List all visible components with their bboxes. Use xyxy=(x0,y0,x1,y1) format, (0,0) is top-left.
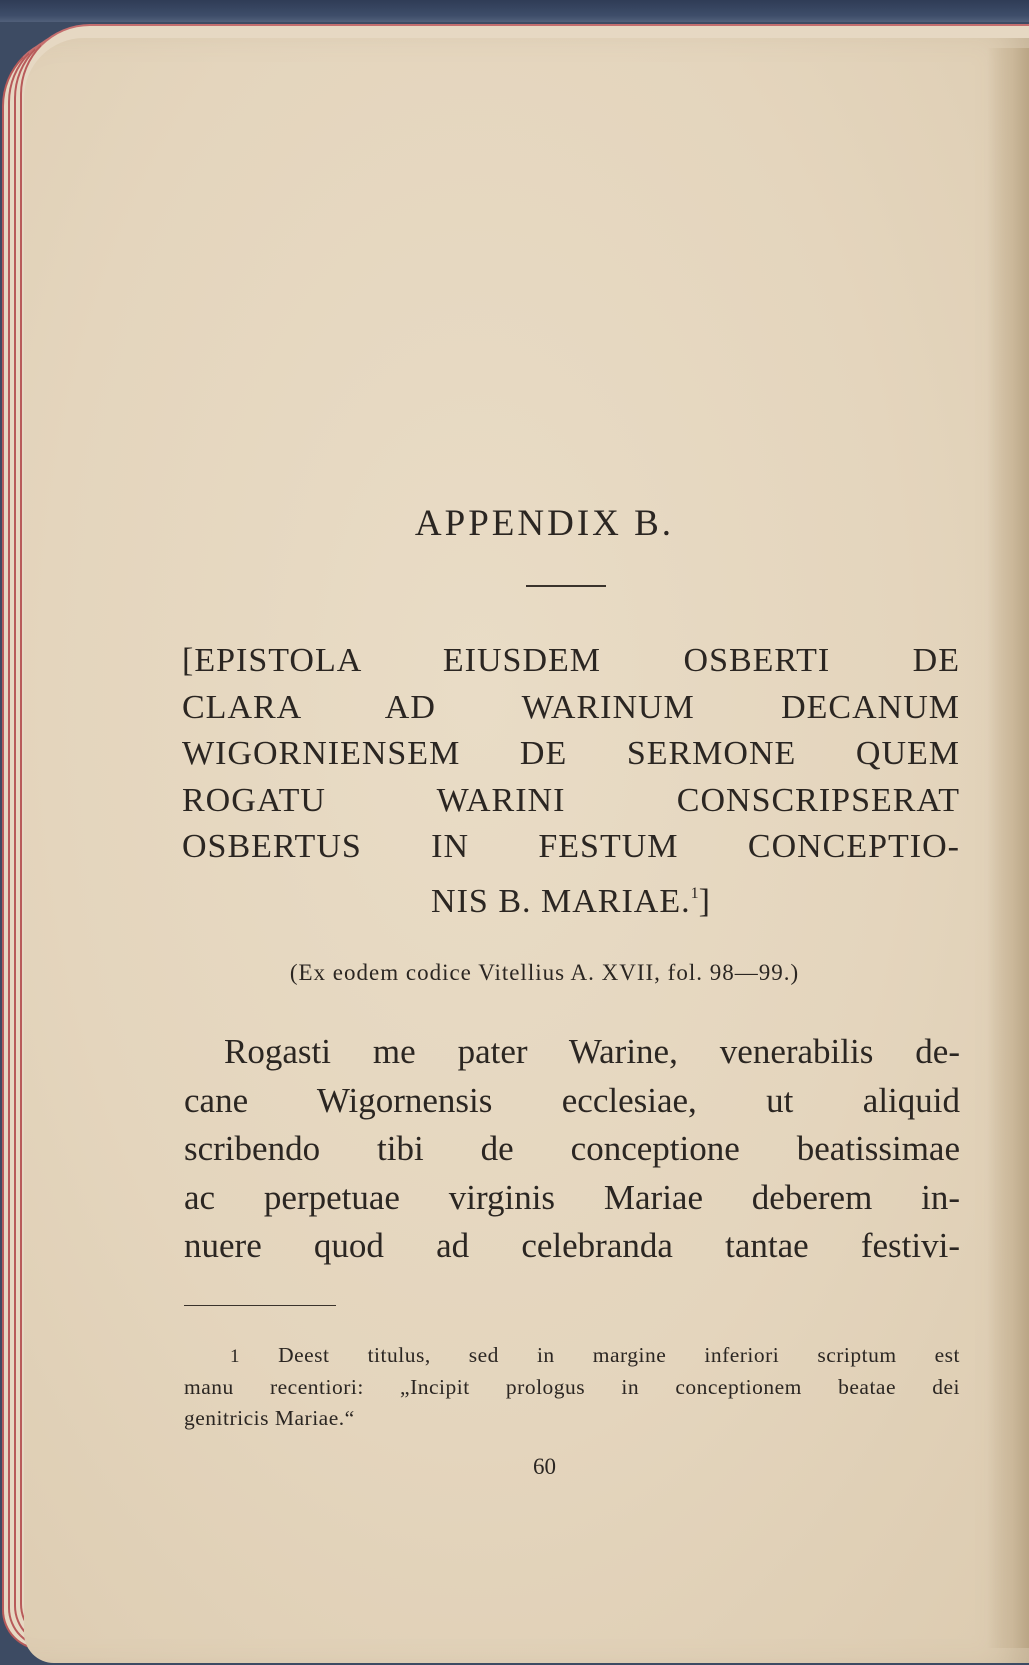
body-text xyxy=(184,1028,960,1271)
body-line: nuere quod ad celebranda tantae festivi- xyxy=(184,1226,960,1266)
title-line: OSBERTUS IN FESTUM CONCEPTIO- xyxy=(182,828,960,865)
body-line: Rogasti me pater Warine, venerabilis de- xyxy=(224,1032,960,1071)
body-line: scribendo tibi de conceptione beatissimae xyxy=(184,1129,960,1169)
footnote-reference: 1 xyxy=(690,884,699,902)
footnote-rule xyxy=(184,1305,336,1306)
body-line: cane Wigornensis ecclesiae, ut aliquid xyxy=(184,1080,960,1120)
appendix-heading: APPENDIX B. xyxy=(414,503,675,544)
source-note: (Ex eodem codice Vitellius A. XVII, fol. 98—99.) xyxy=(289,960,800,985)
body-line: ac perpetuae virginis Mariae deberem in- xyxy=(184,1177,960,1217)
title-line: ROGATU WARINI CONSCRIPSERAT xyxy=(182,781,960,819)
page-fore-edge xyxy=(987,48,1029,1648)
footnote-line: genitricis Mariae.“ xyxy=(184,1406,355,1430)
title-line-last xyxy=(182,871,960,926)
heading-rule xyxy=(526,585,606,587)
title-close-bracket: ] xyxy=(698,882,711,920)
title-line: WIGORNIENSEM DE SERMONE QUEM xyxy=(182,735,960,772)
title-line: CLARA AD WARINUM DECANUM xyxy=(182,688,960,726)
footnote xyxy=(184,1340,960,1434)
page-number: 60 xyxy=(533,1454,556,1479)
footnote-mark: 1 xyxy=(230,1346,240,1367)
title-line-text: NIS B. MARIAE. xyxy=(431,882,691,920)
footnote-line xyxy=(184,1340,960,1372)
footnote-line-text: Deest titulus, sed in margine inferiori scriptum est xyxy=(278,1343,961,1367)
footnote-line: manu recentiori: „Incipit prologus in conceptionem beatae dei xyxy=(184,1375,960,1399)
letter-title xyxy=(182,638,960,925)
title-line: [EPISTOLA EIUSDEM OSBERTI DE xyxy=(182,642,960,679)
